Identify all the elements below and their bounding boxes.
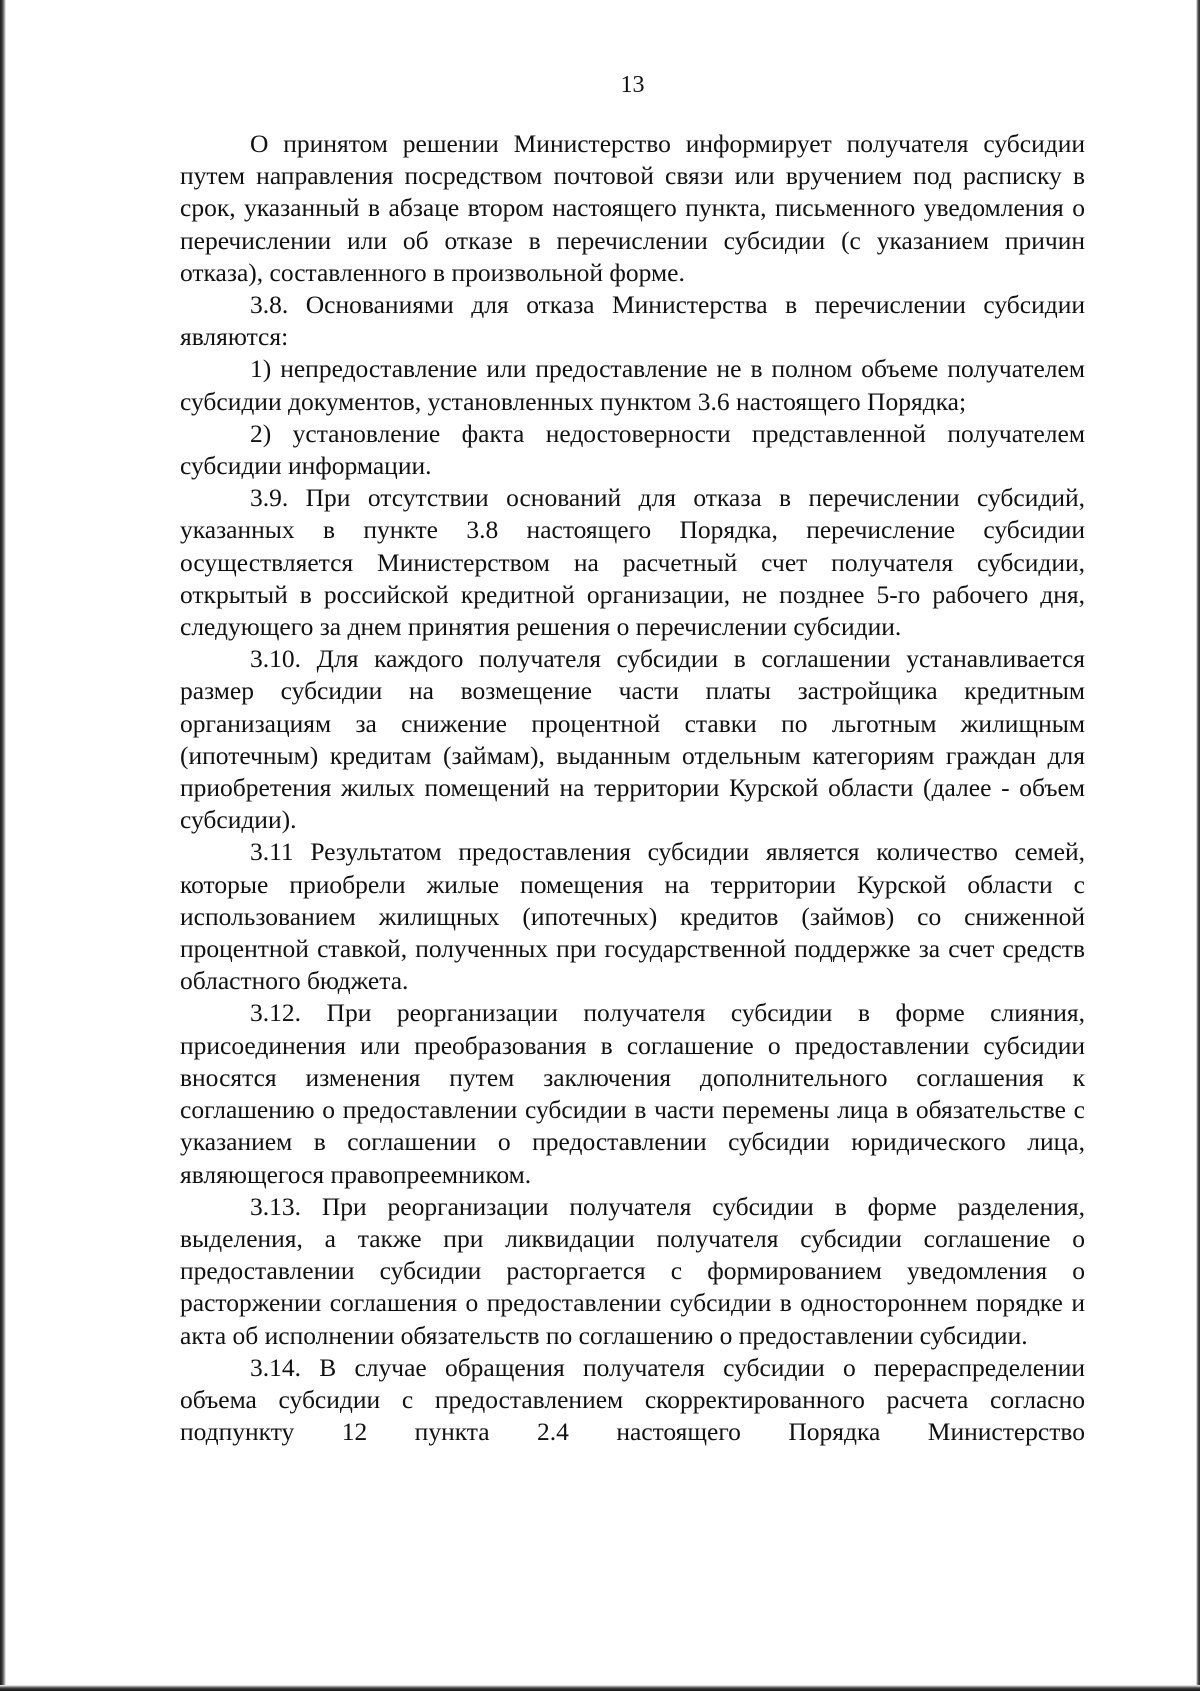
paragraph-3-10: 3.10. Для каждого получателя субсидии в соглашении устанавливается размер субсидии на возмещение части платы застройщика кредитным организациям за снижение процентной ставки по льготным жилищным (ипотечным) кредитам (займам), выданным отдельным категориям граждан для приобретения жилых помещений на территории Курской области (далее - объем субсидии). [180, 644, 1085, 835]
paragraph-3-8: 3.8. Основаниями для отказа Министерства в перечислении субсидии являются: [180, 290, 1085, 352]
scan-edge-bottom [0, 1685, 1200, 1691]
document-body [180, 128, 1085, 1448]
paragraph-decision-notice: О принятом решении Министерство информирует получателя субсидии путем направления посредством почтовой связи или вручением под расписку в срок, указанный в абзаце втором настоящего пункта, письменного уведомления о перечислении или об отказе в перечислении субсидии (с указанием причин отказа), составленного в произвольной форме. [180, 129, 1085, 287]
paragraph-3-9: 3.9. При отсутствии оснований для отказа в перечислении субсидий, указанных в пункте 3.8 настоящего Порядка, перечисление субсидии осуществляется Министерством на расчетный счет получателя субсидии, открытый в российской кредитной организации, не позднее 5-го рабочего дня, следующего за днем принятия решения о перечислении субсидии. [180, 483, 1085, 642]
paragraph-3-13: 3.13. При реорганизации получателя субсидии в форме разделения, выделения, а также при ликвидации получателя субсидии соглашение о предоставлении субсидии расторгается с формированием уведомления о расторжении соглашения о предоставлении субсидии в одностороннем порядке и акта об исполнении обязательств по соглашению о предоставлении субсидии. [180, 1191, 1085, 1350]
paragraph-3-14: 3.14. В случае обращения получателя субсидии о перераспределении объема субсидии с предоставлением скорректированного расчета согласно подпункту 12 пункта 2.4 настоящего Порядка Министерство [180, 1352, 1085, 1447]
paragraph-3-8-item-2: 2) установление факта недостоверности представленной получателем субсидии информации. [180, 418, 1085, 481]
scan-edge-left [0, 0, 6, 1691]
paragraph-3-8-item-1: 1) непредоставление или предоставление не в полном объеме получателем субсидии документов, установленных пунктом 3.6 настоящего Порядка; [180, 354, 1085, 416]
scan-edge-right [1196, 0, 1200, 1691]
paragraph-3-11: 3.11 Результатом предоставления субсидии является количество семей, которые приобрели жилые помещения на территории Курской области с использованием жилищных (ипотечных) кредитов (займов) со сниженной процентной ставкой, полученных при государственной поддержке за счет средств областного бюджета. [180, 837, 1085, 996]
paragraph-3-12: 3.12. При реорганизации получателя субсидии в форме слияния, присоединения или преобразования в соглашение о предоставлении субсидии вносятся изменения путем заключения дополнительного соглашения к соглашению о предоставлении субсидии в части перемены лица в обязательстве с указанием в соглашении о предоставлении субсидии юридического лица, являющегося правопреемником. [180, 998, 1085, 1189]
page-number: 13 [620, 72, 645, 98]
